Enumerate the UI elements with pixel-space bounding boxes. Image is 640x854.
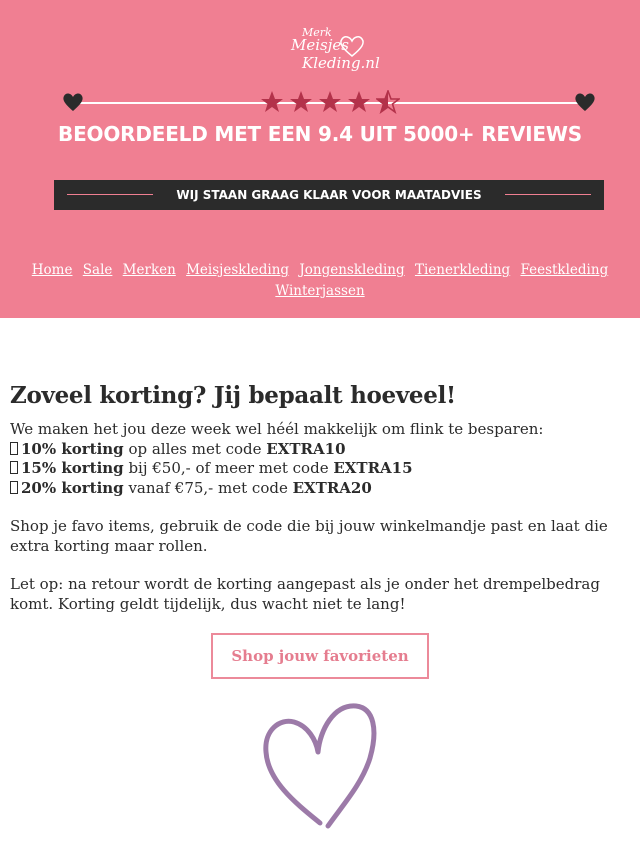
logo-heart-icon [338, 34, 366, 58]
offer-code: EXTRA20 [292, 478, 372, 497]
nav-tienerkleding[interactable]: Tienerkleding [414, 262, 511, 278]
heart-right-icon [574, 92, 596, 112]
bullet-box-icon [10, 481, 18, 494]
offer-condition: op alles met code [123, 439, 267, 458]
offer-code: EXTRA15 [333, 459, 413, 477]
nav-merken[interactable]: Merken [122, 262, 176, 278]
offer-discount: 15% korting [21, 459, 124, 477]
logo-line-3: Kleding.nl [302, 54, 380, 72]
rating-row [60, 90, 600, 116]
bullet-box-icon [10, 461, 18, 474]
star-icon [347, 90, 371, 114]
star-icon [318, 90, 342, 114]
offer-item [10, 440, 632, 460]
offer-item [10, 479, 632, 499]
header-banner [0, 0, 640, 318]
offer-discount: 10% korting [21, 439, 124, 458]
nav-sale[interactable]: Sale [82, 262, 113, 278]
notice-paragraph: Let op: na retour wordt de korting aangepast als je onder het drempelbedrag komt. Korting geldt tijdelijk, dus wacht niet te lang! [10, 575, 600, 613]
half-star-icon [376, 90, 400, 114]
bullet-box-icon [10, 442, 18, 455]
shop-paragraph: Shop je favo items, gebruik de code die bij jouw winkelmandje past en laat die extra korting maar rollen. [10, 517, 608, 555]
main-content [10, 380, 632, 614]
offer-code: EXTRA10 [266, 439, 346, 458]
rating-text: BEOORDEELD MET EEN 9.4 UIT 5000+ REVIEWS [58, 122, 582, 146]
offer-item [10, 459, 632, 479]
logo[interactable] [288, 24, 380, 78]
intro-text: We maken het jou deze week wel héél makkelijk om flink te besparen: [10, 420, 544, 438]
main-nav [20, 260, 620, 302]
nav-winterjassen[interactable]: Winterjassen [275, 283, 365, 299]
heart-left-icon [62, 92, 84, 112]
page-title: Zoveel korting? Jij bepaalt hoeveel! [10, 382, 456, 409]
nav-jongenskleding[interactable]: Jongenskleding [299, 262, 405, 278]
star-icon [289, 90, 313, 114]
advice-banner [54, 180, 604, 210]
banner-text: WIJ STAAN GRAAG KLAAR VOOR MAATADVIES [176, 188, 482, 202]
logo-line-2: Meisjes [291, 36, 349, 54]
nav-home[interactable]: Home [31, 262, 73, 278]
offer-condition: vanaf €75,- met code [123, 478, 293, 497]
nav-meisjeskleding[interactable]: Meisjeskleding [186, 262, 290, 278]
heart-outline-icon [258, 700, 382, 830]
offer-condition: bij €50,- of meer met code [123, 459, 334, 477]
rating-stars [260, 90, 400, 116]
logo-line-1: Merk [302, 26, 332, 39]
shop-favorites-button[interactable]: Shop jouw favorieten [211, 633, 429, 679]
offer-discount: 20% korting [21, 478, 124, 497]
star-icon [260, 90, 284, 114]
nav-feestkleding[interactable]: Feestkleding [520, 262, 609, 278]
